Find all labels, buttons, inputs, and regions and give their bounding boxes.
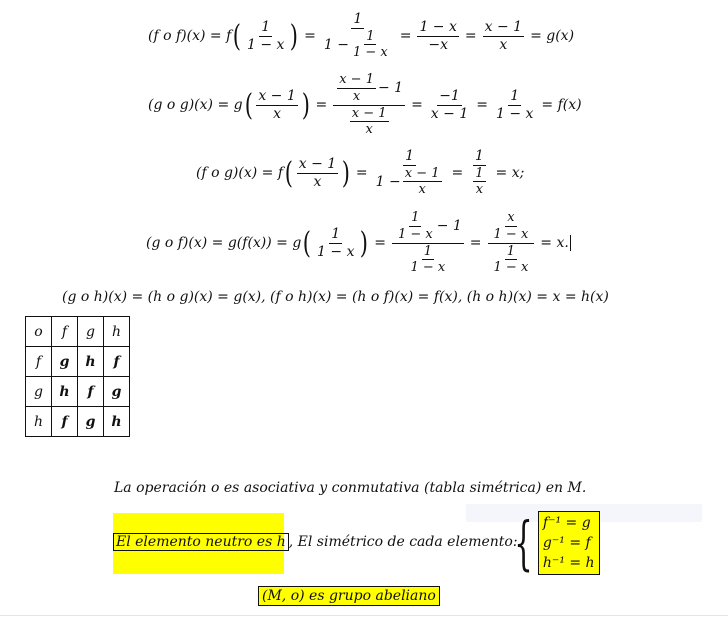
neutral-element-text: [113, 534, 518, 550]
eq1-frac1: $\frac{1}{1 - x}$: [246, 18, 285, 53]
table-header-cell: h: [104, 317, 130, 347]
inverse-system: [505, 511, 600, 575]
right-paren: ): [290, 18, 299, 54]
eq1-lhs: (f o f)(x) = f: [148, 28, 232, 44]
eq3-frac2: 1 1 − $\frac{x - 1}{x}$: [375, 148, 440, 198]
inverse-f: f⁻¹ = g: [542, 515, 591, 531]
table-header-cell: g: [78, 317, 104, 347]
operation-table: [25, 316, 130, 437]
table-cell: h: [104, 407, 130, 437]
left-brace: {: [514, 509, 533, 577]
inverse-h: h⁻¹ = h: [542, 555, 595, 571]
eq4-frac2: $\frac{1}{1 - x}$ − 1 $\frac{1}{1 - x}$: [392, 211, 464, 275]
table-header-cell: o: [26, 317, 52, 347]
table-row: [26, 407, 130, 437]
eq4-lhs: (g o f)(x) = g(f(x)) = g: [146, 235, 302, 251]
eq2-frac2: $\frac{x - 1}{x}$ − 1 $\frac{x - 1}{x}$: [333, 73, 405, 137]
eq4-frac1: $\frac{1}{1 - x}$: [317, 225, 355, 260]
equation-gog: (g o g)(x) = g ( $\frac{x - 1}{x}$ ) = $\frac{x - 1}{x}$ − 1 $\frac{x - 1}{x}$ = $\frac{-1}{x - 1}$ = $\frac{1}{1 - x}$ = f(x): [148, 72, 582, 138]
equation-fof: (f o f)(x) = f ( $\frac{1}{1 - x}$ ) = 1 1 − $\frac{1}{1 - x}$ = $\frac{1 - x}{-x}$ = $\frac{x - 1}{x}$ = g(x): [148, 11, 575, 61]
table-row: [26, 377, 130, 407]
eq2-tail: = f(x): [541, 97, 582, 113]
eq1-frac3: $\frac{1 - x}{-x}$: [419, 18, 457, 53]
table-row-label: g: [26, 377, 52, 407]
left-paren: (: [233, 18, 242, 54]
table-cell: g: [78, 407, 104, 437]
page-bottom-edge: [0, 615, 728, 616]
neutral-element-label: El elemento neutro es h: [113, 533, 289, 551]
table-cell: h: [78, 347, 104, 377]
eq2-frac3: $\frac{-1}{x - 1}$: [430, 87, 469, 122]
eq3-frac1: $\frac{x - 1}{x}$: [298, 155, 337, 190]
eq2-frac1: $\frac{x - 1}{x}$: [258, 87, 296, 122]
table-cell: h: [52, 377, 78, 407]
eq4-tail: = x.: [540, 235, 569, 251]
eq1-frac4: $\frac{x - 1}{x}$: [484, 18, 523, 53]
eq4-frac3: $\frac{\frac{x}{1 - x}}{\frac{1}{1 - x}}$: [488, 211, 535, 275]
inverse-g: g⁻¹ = f: [542, 535, 591, 551]
text-cursor: [570, 235, 571, 251]
table-header-row: [26, 317, 130, 347]
table-cell: g: [52, 347, 78, 377]
conclusion: [258, 588, 440, 604]
table-cell: g: [104, 377, 130, 407]
table-row-label: h: [26, 407, 52, 437]
eq1-tail: = g(x): [530, 28, 575, 44]
table-cell: f: [78, 377, 104, 407]
table-row-label: f: [26, 347, 52, 377]
inverse-list: [538, 511, 600, 575]
table-cell: f: [52, 407, 78, 437]
equation-gof: (g o f)(x) = g(f(x)) = g ( $\frac{1}{1 - x}$ ) = $\frac{1}{1 - x}$ − 1 $\frac{1}{1 - x}$ = $\frac{\frac{x}{1 - x}}{\frac{1}{1 - x}}$ = x.: [146, 210, 569, 276]
equation-identity-compositions: (g o h)(x) = (h o g)(x) = g(x), (f o h)(x) = (h o f)(x) = f(x), (h o h)(x) = x = h(x): [62, 289, 609, 305]
eq1-frac2: 1 1 − $\frac{1}{1 - x}$: [323, 11, 388, 61]
associativity-statement: La operación o es asociativa y conmutativa (tabla simétrica) en M.: [114, 480, 587, 496]
eq2-frac4: $\frac{1}{1 - x}$: [495, 87, 534, 122]
table-header-cell: f: [52, 317, 78, 347]
table-row: [26, 347, 130, 377]
table-cell: f: [104, 347, 130, 377]
abelian-group-statement: (M, o) es grupo abeliano: [258, 586, 440, 606]
eq3-lhs: (f o g)(x) = f: [196, 165, 284, 181]
symmetric-element-label: , El simétrico de cada elemento:: [288, 534, 518, 550]
eq2-lhs: (g o g)(x) = g: [148, 97, 243, 113]
eq3-tail: = x;: [495, 165, 525, 181]
equation-fog: (f o g)(x) = f ( $\frac{x - 1}{x}$ ) = 1 1 − $\frac{x - 1}{x}$ = $\frac{1}{\frac{1}{x}}$ = x;: [196, 148, 525, 198]
eq3-frac3: $\frac{1}{\frac{1}{x}}$: [474, 148, 484, 198]
